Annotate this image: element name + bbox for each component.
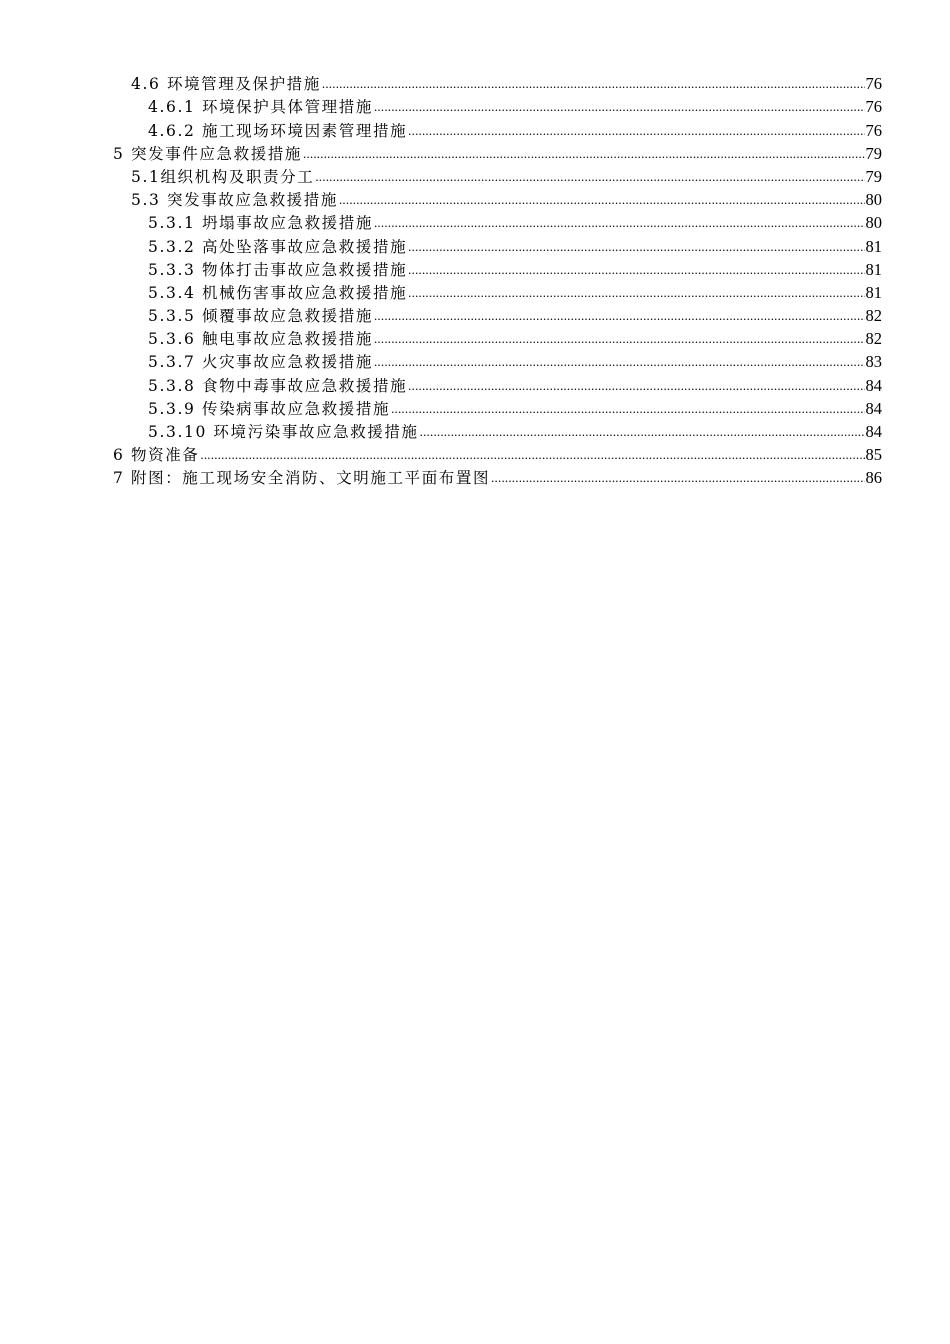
toc-dot-leader — [408, 261, 864, 279]
toc-entry-title: 5.3 突发事故应急救援措施 — [131, 191, 338, 210]
toc-entry[interactable] — [0, 209, 950, 232]
toc-page-number: 84 — [865, 398, 882, 418]
toc-dot-leader — [408, 284, 864, 302]
toc-entry-title: 5.1组织机构及职责分工 — [131, 167, 315, 186]
toc-page-number: 82 — [865, 329, 882, 349]
table-of-contents — [0, 70, 950, 487]
toc-dot-leader — [303, 145, 865, 163]
toc-entry[interactable] — [0, 395, 950, 418]
toc-entry[interactable] — [0, 418, 950, 441]
toc-page-number: 76 — [865, 74, 882, 94]
toc-dot-leader — [322, 75, 865, 93]
toc-page-number: 80 — [865, 190, 882, 210]
toc-page-number: 81 — [865, 236, 882, 256]
toc-entry-title: 4.6 环境管理及保护措施 — [131, 75, 321, 94]
toc-entry[interactable] — [0, 371, 950, 394]
toc-entry-title: 4.6.1 环境保护具体管理措施 — [148, 98, 373, 117]
toc-entry[interactable] — [0, 116, 950, 139]
toc-dot-leader — [315, 168, 864, 186]
toc-entry[interactable] — [0, 70, 950, 93]
toc-entry-title: 5.3.9 传染病事故应急救援措施 — [148, 399, 391, 418]
toc-page-number: 76 — [865, 120, 882, 140]
toc-entry[interactable] — [0, 302, 950, 325]
toc-dot-leader — [200, 446, 864, 464]
toc-dot-leader — [491, 469, 864, 487]
toc-entry[interactable] — [0, 93, 950, 116]
toc-page-number: 76 — [865, 97, 882, 117]
toc-entry-title: 6 物资准备 — [113, 446, 200, 465]
toc-entry[interactable] — [0, 163, 950, 186]
toc-entry[interactable] — [0, 140, 950, 163]
toc-entry-title: 5.3.7 火灾事故应急救援措施 — [148, 353, 373, 372]
toc-dot-leader — [374, 353, 865, 371]
toc-dot-leader — [339, 191, 865, 209]
toc-entry[interactable] — [0, 464, 950, 487]
toc-page-number: 79 — [865, 143, 882, 163]
toc-entry-title: 5.3.10 环境污染事故应急救援措施 — [148, 423, 419, 441]
toc-page-number: 84 — [865, 375, 882, 395]
toc-dot-leader — [374, 307, 865, 325]
toc-entry[interactable] — [0, 232, 950, 255]
toc-entry-title: 5.3.6 触电事故应急救援措施 — [148, 330, 373, 349]
toc-page-number: 85 — [865, 445, 882, 465]
toc-dot-leader — [374, 214, 865, 232]
toc-dot-leader — [391, 400, 864, 418]
toc-entry-title: 5.3.5 倾覆事故应急救援措施 — [148, 307, 373, 326]
toc-page-number: 86 — [865, 468, 882, 488]
toc-entry-title: 4.6.2 施工现场环境因素管理措施 — [148, 121, 408, 140]
toc-entry-title: 5.3.4 机械伤害事故应急救援措施 — [148, 283, 408, 302]
toc-page-number: 80 — [865, 213, 882, 233]
toc-entry-title: 5.3.3 物体打击事故应急救援措施 — [148, 260, 408, 279]
toc-entry[interactable] — [0, 348, 950, 371]
toc-page-number: 81 — [865, 259, 882, 279]
toc-entry-title: 7 附图：施工现场安全消防、文明施工平面布置图 — [113, 469, 491, 488]
toc-page-number: 79 — [865, 166, 882, 186]
toc-entry-title: 5 突发事件应急救援措施 — [113, 144, 302, 163]
toc-entry[interactable] — [0, 279, 950, 302]
toc-dot-leader — [374, 330, 865, 348]
toc-dot-leader — [408, 122, 864, 140]
toc-dot-leader — [408, 238, 864, 256]
toc-entry-title: 5.3.8 食物中毒事故应急救援措施 — [148, 376, 408, 395]
toc-entry[interactable] — [0, 186, 950, 209]
toc-entry[interactable] — [0, 325, 950, 348]
toc-dot-leader — [420, 423, 865, 441]
toc-dot-leader — [374, 98, 865, 116]
toc-page-number: 83 — [865, 352, 882, 372]
toc-entry[interactable] — [0, 441, 950, 464]
toc-dot-leader — [408, 377, 864, 395]
toc-page-number: 84 — [865, 422, 882, 441]
toc-entry-title: 5.3.1 坍塌事故应急救援措施 — [148, 214, 373, 233]
toc-entry-title: 5.3.2 高处坠落事故应急救援措施 — [148, 237, 408, 256]
toc-entry[interactable] — [0, 256, 950, 279]
toc-page-number: 82 — [865, 306, 882, 326]
toc-page-number: 81 — [865, 282, 882, 302]
